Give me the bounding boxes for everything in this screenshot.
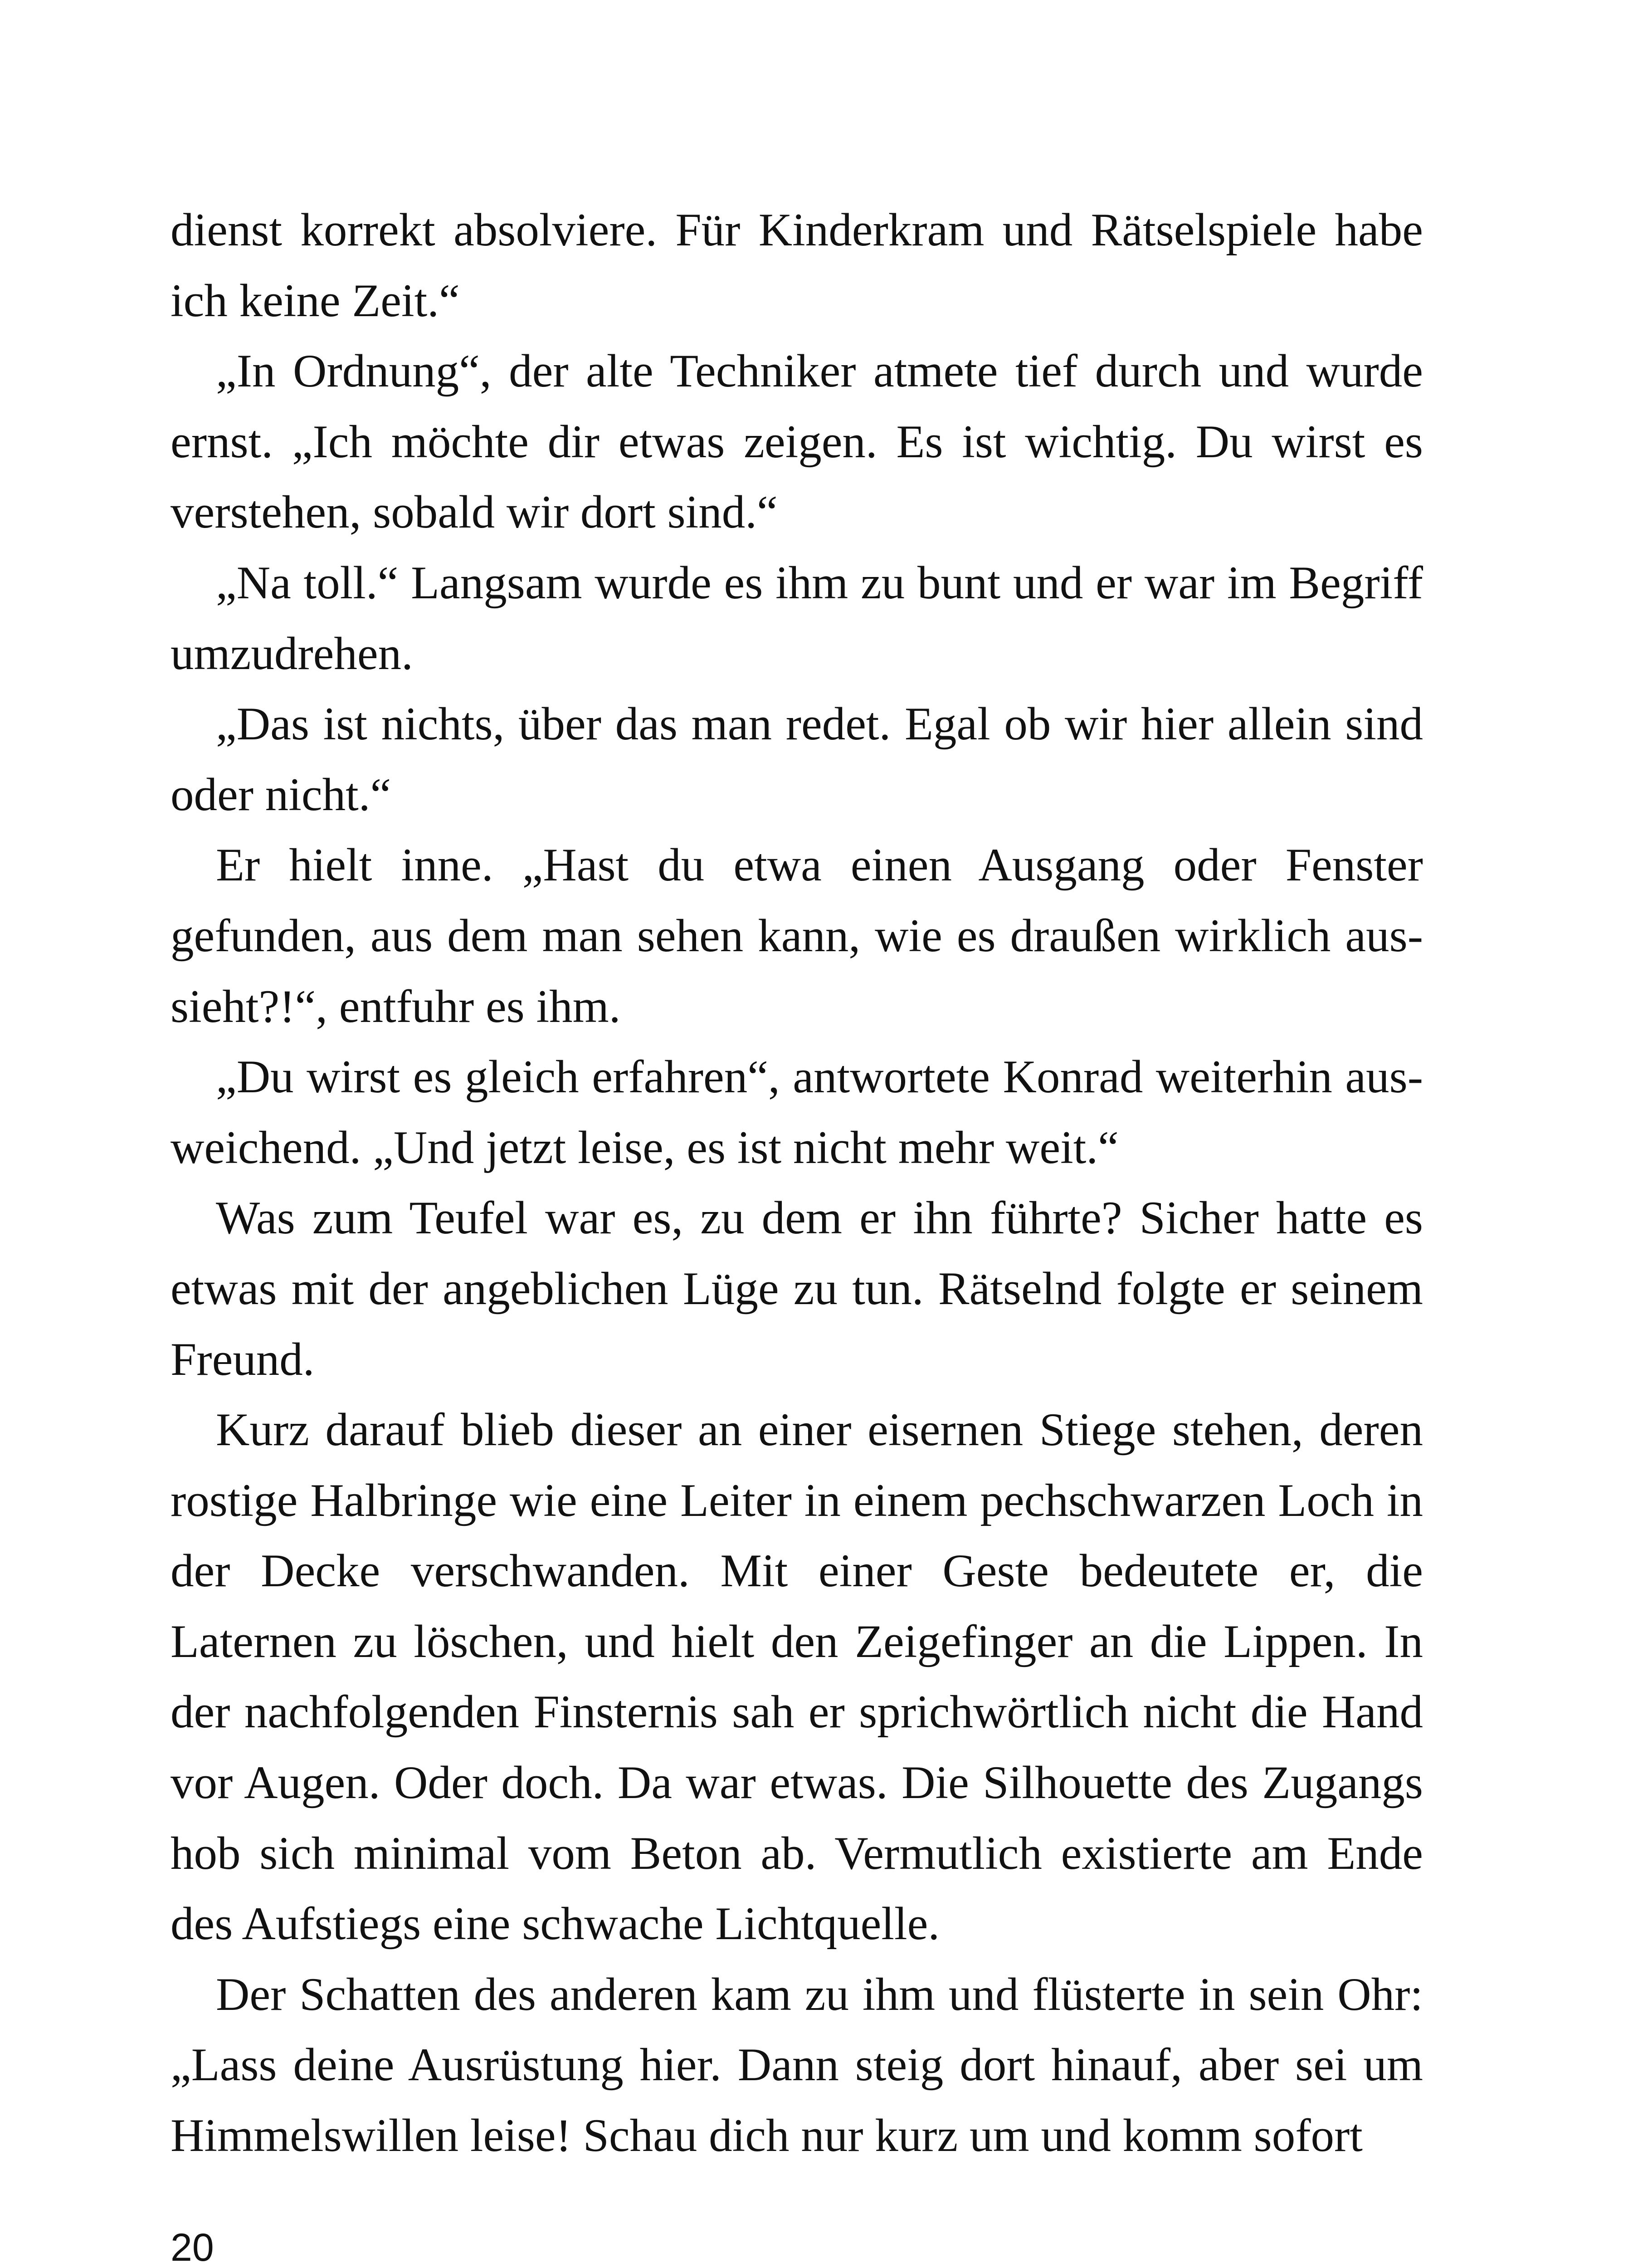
paragraph-4: „Das ist nichts, über das man redet. Egal ob wir hier allein sind oder nicht.“ bbox=[171, 698, 1423, 821]
page-number: 20 bbox=[171, 2226, 214, 2268]
paragraph-7: Was zum Teufel war es, zu dem er ihn führte? Sicher hatte es etwas mit der angeblichen Lüge zu tun. Rätselnd folgte er seinem Freund. bbox=[171, 1192, 1423, 1385]
paragraph-6: „Du wirst es gleich erfahren“, antwortete Konrad weiterhin ausweichend. „Und jetzt leise, es ist nicht mehr weit.“ bbox=[171, 1051, 1423, 1173]
paragraph-5: Er hielt inne. „Hast du etwa einen Ausgang oder Fenster gefunden, aus dem man sehen kann, wie es draußen wirklich aussieht?!“, entfuhr es ihm. bbox=[171, 839, 1423, 1032]
paragraph-8: Kurz darauf blieb dieser an einer eisernen Stiege stehen, deren rostige Halbringe wie eine Leiter in einem pechschwarzen Loch in der Decke verschwanden. Mit einer Geste bedeutete er, die Laternen zu löschen, und hielt den Zeigefinger an die Lippen. In der nachfolgenden Finsternis sah er sprichwörtlich nicht die Hand vor Augen. Oder doch. Da war etwas. Die Silhouette des Zugangs hob sich minimal vom Beton ab. Vermutlich existierte am Ende des Aufstiegs eine schwache Lichtquelle. bbox=[171, 1404, 1423, 1950]
paragraph-2: „In Ordnung“, der alte Techniker atmete tief durch und wurde ernst. „Ich möchte dir etwas zeigen. Es ist wichtig. Du wirst es verstehen, sobald wir dort sind.“ bbox=[171, 345, 1423, 538]
body-text bbox=[171, 195, 1423, 2171]
paragraph-3: „Na toll.“ Langsam wurde es ihm zu bunt und er war im Begriff umzudrehen. bbox=[171, 557, 1423, 679]
paragraph-9: Der Schatten des anderen kam zu ihm und flüsterte in sein Ohr: „Lass deine Ausrüstung hier. Dann steig dort hinauf, aber sei um Himmelswillen leise! Schau dich nur kurz um und komm sofort bbox=[171, 1968, 1423, 2162]
paragraph-1: dienst korrekt absolviere. Für Kinderkram und Rätselspiele habe ich keine Zeit.“ bbox=[171, 204, 1423, 327]
